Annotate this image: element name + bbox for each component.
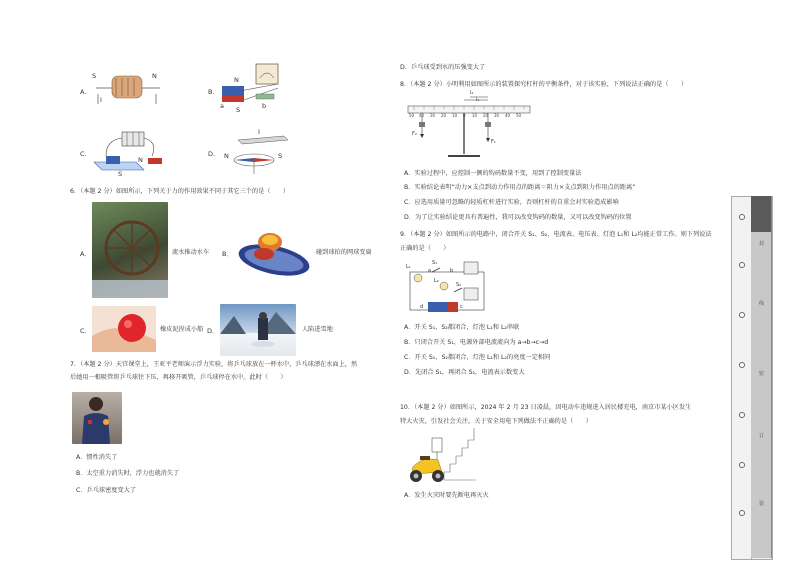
- node-c-label: c: [460, 304, 463, 310]
- circuit-diagram: [404, 258, 492, 318]
- f1-label: F₁: [491, 139, 496, 145]
- q5-option-a-letter: A.: [80, 88, 87, 96]
- q8-option-d: D．为了让实验结论更具有普遍性，我可以改变钩码的数量，又可以改变钩码的位置: [404, 214, 632, 221]
- q6-option-b-caption: 碰到球拍的网球变扁: [316, 249, 372, 256]
- q6-stem: 6．（本题 2 分）如图所示，下列关于力的作用效果不同于其它三个的是（ ）: [70, 188, 290, 195]
- ruler-tick: 40: [419, 113, 425, 118]
- label-a: a: [220, 102, 224, 110]
- label-b: b: [262, 102, 267, 110]
- label-i: I: [100, 96, 102, 104]
- ruler-tick: 50: [409, 113, 415, 118]
- q5-option-c-letter: C.: [80, 150, 87, 158]
- node-b-label: b: [450, 268, 454, 274]
- binding-line: [771, 196, 772, 558]
- node-a-label: a: [428, 268, 432, 274]
- binding-hole: [739, 510, 745, 516]
- q7-stem-line2: 后她用一根吸管将乒乓球往下压，再移开吸管，乒乓球停在水中。此时（ ）: [70, 374, 287, 381]
- q6-option-c-caption: 橡皮泥捏成小船: [160, 326, 204, 333]
- q10-stem-line1: 10．（本题 2 分）如图所示，2024 年 2 月 23 日凌晨，因电动车违规进入居民楼充电，南京市某小区发生: [400, 404, 692, 411]
- lever-apparatus-diagram: [404, 90, 534, 164]
- q6-option-d-letter: D．: [207, 327, 219, 335]
- ruler-tick: 10: [452, 113, 458, 118]
- snow-person-photo: [220, 304, 296, 356]
- binding-char: 订: [759, 433, 765, 439]
- motor-battery-diagram: [92, 126, 168, 180]
- q9-option-a: A．开关 S₁、S₂都闭合，灯泡 L₁和 L₂串联: [404, 324, 520, 331]
- q8-stem: 8．（本题 2 分）小明利用如图所示的装置探究杠杆的平衡条件，对于该实验，下列说法正确的是（ ）: [400, 81, 688, 88]
- q7-option-a: A．惯性消失了: [76, 454, 118, 461]
- ruler-tick: 0: [463, 113, 466, 118]
- q8-option-b: B．实验结论表明“动力×支点到动力作用点的距离＝阻力×支点到阻力作用点的距离”: [404, 184, 636, 191]
- q5-option-d-letter: D.: [208, 150, 216, 158]
- compass-wire-diagram: [220, 126, 294, 178]
- ruler-tick: 40: [505, 113, 511, 118]
- q6-option-c-letter: C．: [80, 327, 92, 335]
- binding-hole: [739, 462, 745, 468]
- label-n: N: [138, 156, 143, 164]
- l2-label: l₂: [470, 90, 474, 96]
- astronaut-photo: [72, 392, 122, 444]
- q6-option-b-letter: B．: [222, 250, 233, 258]
- q9-option-c: C．开关 S₁、S₂都闭合，灯泡 L₁和 L₂的亮度一定相同: [404, 354, 551, 361]
- binding-dark-block: [751, 196, 771, 232]
- ruler-tick: 50: [516, 113, 522, 118]
- l1-label: l₁: [476, 97, 480, 103]
- l2-label: L₂: [434, 278, 439, 284]
- binding-char: 线: [759, 301, 765, 307]
- q6-option-a-caption: 流水推动水车: [172, 249, 210, 256]
- q8-option-a: A．实验过程中，应控制一侧的钩码数量不变，用到了控制变量法: [404, 170, 582, 177]
- q7-stem-line1: 7．（本题 2 分）天宫课堂上，王亚平老师演示浮力实验，将乒乓球放在一杯水中，乒乓球漂在水面上，然: [70, 361, 358, 368]
- ruler-tick: 20: [441, 113, 447, 118]
- label-s: S: [118, 170, 123, 178]
- clay-hand-photo: [92, 306, 156, 352]
- q6-option-a-letter: A．: [80, 250, 91, 258]
- label-i: I: [258, 128, 260, 136]
- q9-option-b: B．只闭合开关 S₁，电源外部电流流向为 a→b→c→d: [404, 339, 549, 346]
- ruler-tick: 30: [494, 113, 500, 118]
- binding-hole: [739, 362, 745, 368]
- binding-hole: [739, 412, 745, 418]
- q9-stem-line2: 正确的是（ ）: [400, 245, 450, 252]
- f2-label: F₂: [412, 131, 417, 137]
- ruler-tick: 10: [472, 113, 478, 118]
- label-s: S: [278, 152, 283, 160]
- galvanometer-magnet-diagram: [218, 62, 290, 116]
- q7-option-c: C．乒乓球密度变大了: [76, 487, 137, 494]
- binding-column-left: [731, 196, 753, 560]
- q8-option-c: C．应选用质量可忽略的轻质杠杆进行实验，否则杠杆的自重会对实验造成影响: [404, 199, 619, 206]
- label-s: S: [236, 106, 241, 114]
- binding-hole: [739, 214, 745, 220]
- q10-stem-line2: 特大火灾，引发社会关注。关于安全用电下列做法不正确的是（ ）: [400, 418, 592, 425]
- label-n: N: [234, 76, 239, 84]
- scooter-stairs-diagram: [404, 420, 478, 486]
- waterwheel-photo: [92, 202, 168, 298]
- binding-hole: [739, 312, 745, 318]
- binding-char: 密: [759, 371, 765, 377]
- q10-option-a: A．发生火灾时要先断电再灭火: [404, 492, 489, 499]
- binding-grey-band: [751, 232, 771, 558]
- binding-hole: [739, 262, 745, 268]
- label-s: S: [92, 72, 97, 80]
- tennis-racket-photo: [234, 224, 314, 280]
- l1-label: L₁: [406, 264, 411, 270]
- node-d-label: d: [420, 304, 424, 310]
- ruler-tick: 20: [483, 113, 489, 118]
- q9-option-d: D．先闭合 S₁，再闭合 S₂，电流表示数变大: [404, 369, 525, 376]
- binding-char: 封: [759, 241, 765, 247]
- q5-option-b-letter: B.: [208, 88, 215, 96]
- solenoid-hand-diagram: [92, 66, 164, 106]
- q6-option-d-caption: 人陷进雪地: [302, 326, 333, 333]
- label-n: N: [224, 152, 229, 160]
- label-n: N: [152, 72, 157, 80]
- ruler-tick: 30: [430, 113, 436, 118]
- s1-label: S₁: [432, 260, 438, 266]
- binding-char: 装: [759, 501, 765, 507]
- s2-label: S₂: [456, 282, 462, 288]
- q7-option-b: B．太空重力消失时，浮力也就消失了: [76, 470, 180, 477]
- q7-option-d: D．乒乓球受到水的压强变大了: [400, 64, 486, 71]
- q9-stem-line1: 9．（本题 2 分）如图所示的电路中，闭合开关 S₁、S₂，电流表、电压表、灯泡 L₁和 L₂均能正常工作。则下列说法: [400, 231, 712, 238]
